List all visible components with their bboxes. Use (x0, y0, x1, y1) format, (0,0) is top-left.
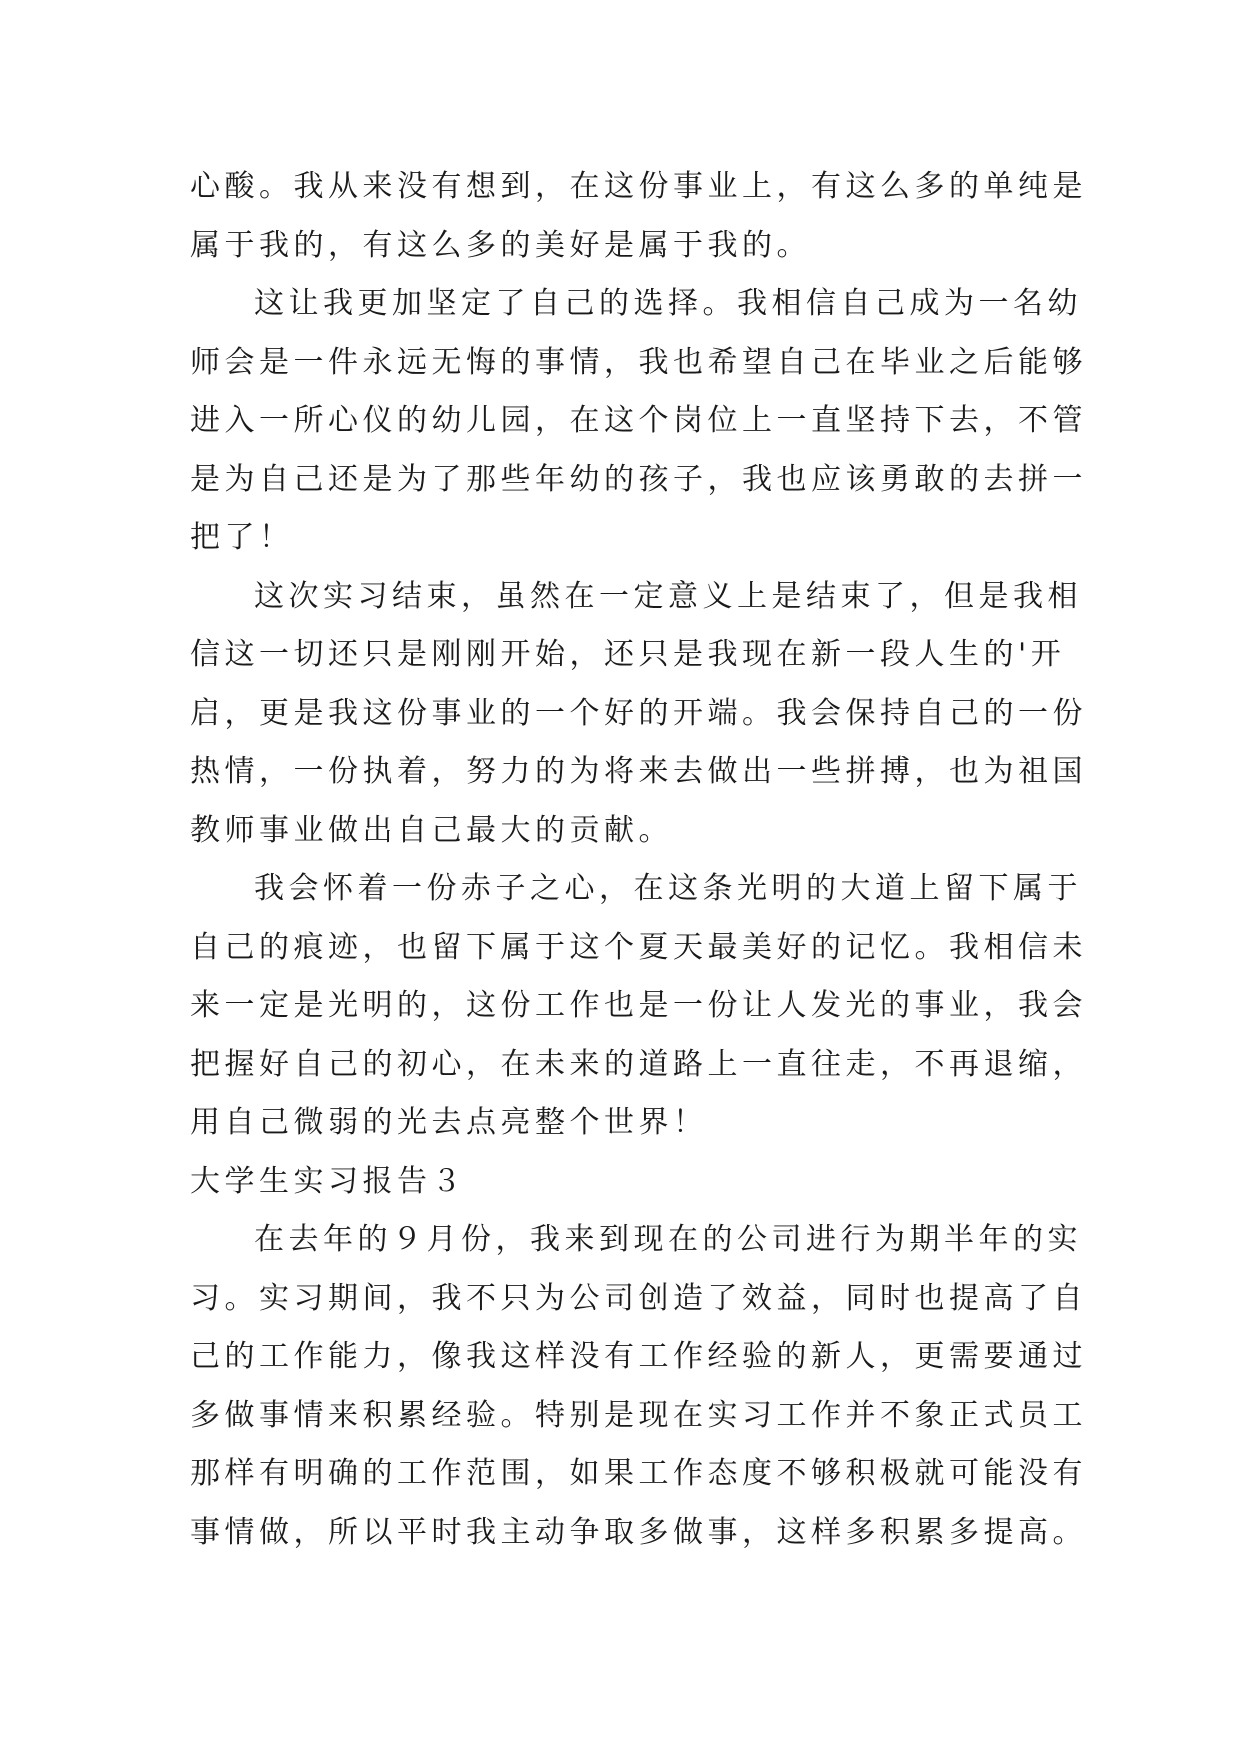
text-line: 把了！ (190, 520, 294, 555)
text-line: 自己的痕迹，也留下属于这个夏天最美好的记忆。我相信未 (190, 929, 1087, 965)
text-line: 把握好自己的初心，在未来的道路上一直往走，不再退缩， (190, 1046, 1087, 1082)
text-line: 事情做，所以平时我主动争取多做事，这样多积累多提高。 (190, 1514, 1087, 1550)
text-line: 心酸。我从来没有想到，在这份事业上，有这么多的单纯是 (190, 169, 1087, 204)
text-line: 多做事情来积累经验。特别是现在实习工作并不象正式员工 (190, 1397, 1087, 1433)
text-line: 师会是一件永远无悔的事情，我也希望自己在毕业之后能够 (190, 344, 1087, 380)
paragraph-first-line: 这次实习结束，虽然在一定意义上是结束了，但是我相 (254, 578, 1082, 614)
document-body (190, 158, 1087, 1562)
text-line: 教师事业做出自己最大的贡献。 (190, 812, 673, 848)
section-heading: 大学生实习报告３ (190, 1163, 466, 1199)
paragraph-first-line: 我会怀着一份赤子之心，在这条光明的大道上留下属于 (254, 871, 1082, 906)
paragraph-first-line: 这让我更加坚定了自己的选择。我相信自己成为一名幼 (254, 286, 1082, 321)
text-line: 己的工作能力，像我这样没有工作经验的新人，更需要通过 (190, 1339, 1087, 1374)
text-line: 那样有明确的工作范围，如果工作态度不够积极就可能没有 (190, 1456, 1087, 1491)
text-line: 是为自己还是为了那些年幼的孩子，我也应该勇敢的去拼一 (190, 461, 1087, 497)
text-line: 习。实习期间，我不只为公司创造了效益，同时也提高了自 (190, 1280, 1087, 1316)
text-line: 用自己微弱的光去点亮整个世界！ (190, 1105, 708, 1140)
paragraph-first-line: 在去年的９月份，我来到现在的公司进行为期半年的实 (254, 1222, 1082, 1257)
text-line: 信这一切还只是刚刚开始，还只是我现在新一段人生的'开 (190, 637, 1066, 672)
text-line: 来一定是光明的，这份工作也是一份让人发光的事业，我会 (190, 988, 1087, 1023)
text-line: 进入一所心仪的幼儿园，在这个岗位上一直坚持下去，不管 (190, 403, 1087, 438)
text-line: 启，更是我这份事业的一个好的开端。我会保持自己的一份 (190, 695, 1087, 731)
text-line: 属于我的，有这么多的美好是属于我的。 (190, 227, 811, 263)
text-line: 热情，一份执着，努力的为将来去做出一些拼搏，也为祖国 (190, 754, 1087, 789)
